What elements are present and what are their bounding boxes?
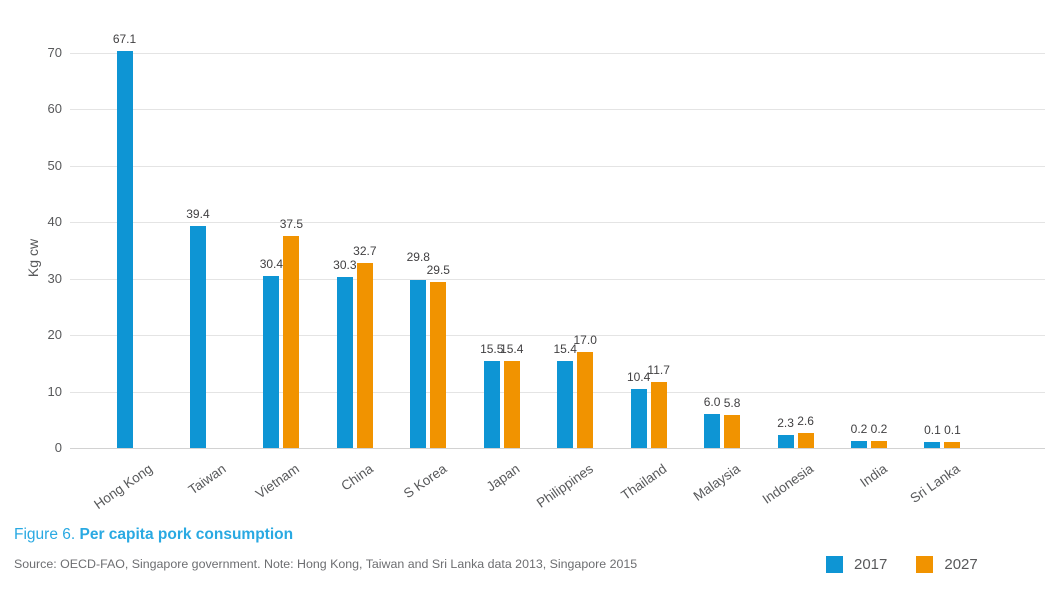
figure-number: Figure 6. <box>14 526 76 543</box>
grid-line-40 <box>70 222 1045 223</box>
legend-label-2027: 2027 <box>944 556 978 573</box>
x-label-hong-kong: Hong Kong <box>91 461 156 513</box>
value-label-2017-india: 0.2 <box>850 422 868 437</box>
figure-caption <box>14 526 293 544</box>
value-label-2027-philippines: 17.0 <box>573 333 597 348</box>
legend-item-2017 <box>826 556 887 573</box>
bar-2027-thailand <box>651 382 667 448</box>
source-note: Source: OECD-FAO, Singapore government. Note: Hong Kong, Taiwan and Sri Lanka data 2013, Singapore 2015 <box>14 557 638 571</box>
legend-swatch-2017 <box>826 556 843 573</box>
value-label-2017-vietnam: 30.4 <box>259 257 284 272</box>
value-label-2017-indonesia: 2.3 <box>777 416 794 431</box>
y-tick-10: 10 <box>47 383 62 399</box>
legend-label-2017: 2017 <box>854 556 888 573</box>
x-label-taiwan: Taiwan <box>185 461 229 498</box>
legend <box>826 556 978 573</box>
legend-swatch-2027 <box>916 556 933 573</box>
y-tick-60: 60 <box>47 101 62 117</box>
value-label-2017-thailand: 10.4 <box>626 370 651 385</box>
grid-line-20 <box>70 335 1045 336</box>
bar-2027-vietnam <box>283 236 299 448</box>
y-axis-title: Kg cw <box>25 238 41 278</box>
value-label-2027-sri-lanka: 0.1 <box>944 423 961 438</box>
bar-2027-indonesia <box>798 433 814 448</box>
x-label-s-korea: S Korea <box>400 461 449 502</box>
value-label-2027-s-korea: 29.5 <box>426 262 450 277</box>
value-label-2017-malaysia: 6.0 <box>703 395 721 410</box>
bar-2017-hong-kong <box>117 51 133 448</box>
bar-2017-taiwan <box>190 226 206 448</box>
bar-2027-s-korea <box>430 282 446 448</box>
x-label-vietnam: Vietnam <box>253 461 303 502</box>
bar-2017-indonesia <box>778 435 794 448</box>
bar-2027-china <box>357 263 373 448</box>
y-tick-40: 40 <box>47 214 62 230</box>
bar-2017-sri-lanka <box>924 442 940 448</box>
value-label-2027-japan: 15.4 <box>500 342 524 357</box>
value-label-2027-malaysia: 5.8 <box>723 396 741 411</box>
bar-2017-malaysia <box>704 414 720 448</box>
value-label-2017-philippines: 15.4 <box>553 342 577 357</box>
y-tick-50: 50 <box>47 157 62 173</box>
value-label-2017-taiwan: 39.4 <box>186 206 210 221</box>
bar-2017-india <box>851 441 867 448</box>
bar-2027-malaysia <box>724 415 740 448</box>
value-label-2027-vietnam: 37.5 <box>279 217 304 232</box>
value-label-2017-hong-kong: 67.1 <box>112 32 137 47</box>
bar-2017-china <box>337 277 353 448</box>
bar-2017-philippines <box>557 361 573 448</box>
x-axis-line <box>70 448 1045 449</box>
bar-2027-philippines <box>577 352 593 448</box>
x-label-sri-lanka: Sri Lanka <box>907 461 964 507</box>
x-label-indonesia: Indonesia <box>759 461 817 507</box>
x-label-malaysia: Malaysia <box>690 461 743 504</box>
grid-line-60 <box>70 109 1045 110</box>
bar-2017-japan <box>484 361 500 448</box>
y-tick-20: 20 <box>47 327 62 343</box>
value-label-2017-sri-lanka: 0.1 <box>924 423 941 438</box>
bar-2027-japan <box>504 361 520 448</box>
x-label-china: China <box>337 461 376 494</box>
bar-2027-india <box>871 441 887 448</box>
x-label-india: India <box>857 461 890 491</box>
value-label-2017-s-korea: 29.8 <box>406 249 430 264</box>
y-tick-70: 70 <box>47 44 62 60</box>
bar-2017-s-korea <box>410 280 426 448</box>
x-label-japan: Japan <box>483 461 523 495</box>
bar-2017-thailand <box>631 389 647 448</box>
value-label-2027-india: 0.2 <box>870 422 888 437</box>
value-label-2027-thailand: 11.7 <box>647 362 670 377</box>
y-tick-0: 0 <box>54 440 62 455</box>
grid-line-50 <box>70 166 1045 167</box>
y-tick-30: 30 <box>47 270 62 286</box>
value-label-2027-indonesia: 2.6 <box>797 414 814 429</box>
x-label-thailand: Thailand <box>618 461 670 503</box>
grid-line-70 <box>70 53 1045 54</box>
value-label-2027-china: 32.7 <box>353 244 377 259</box>
value-label-2017-china: 30.3 <box>333 258 357 273</box>
value-label-2017-japan: 15.5 <box>480 341 504 356</box>
x-label-philippines: Philippines <box>533 461 596 511</box>
caption-title: Per capita pork consumption <box>79 526 294 543</box>
bar-2027-sri-lanka <box>944 442 960 448</box>
legend-item-2027 <box>916 556 977 573</box>
bar-2017-vietnam <box>263 276 279 448</box>
grid-line-30 <box>70 279 1045 280</box>
